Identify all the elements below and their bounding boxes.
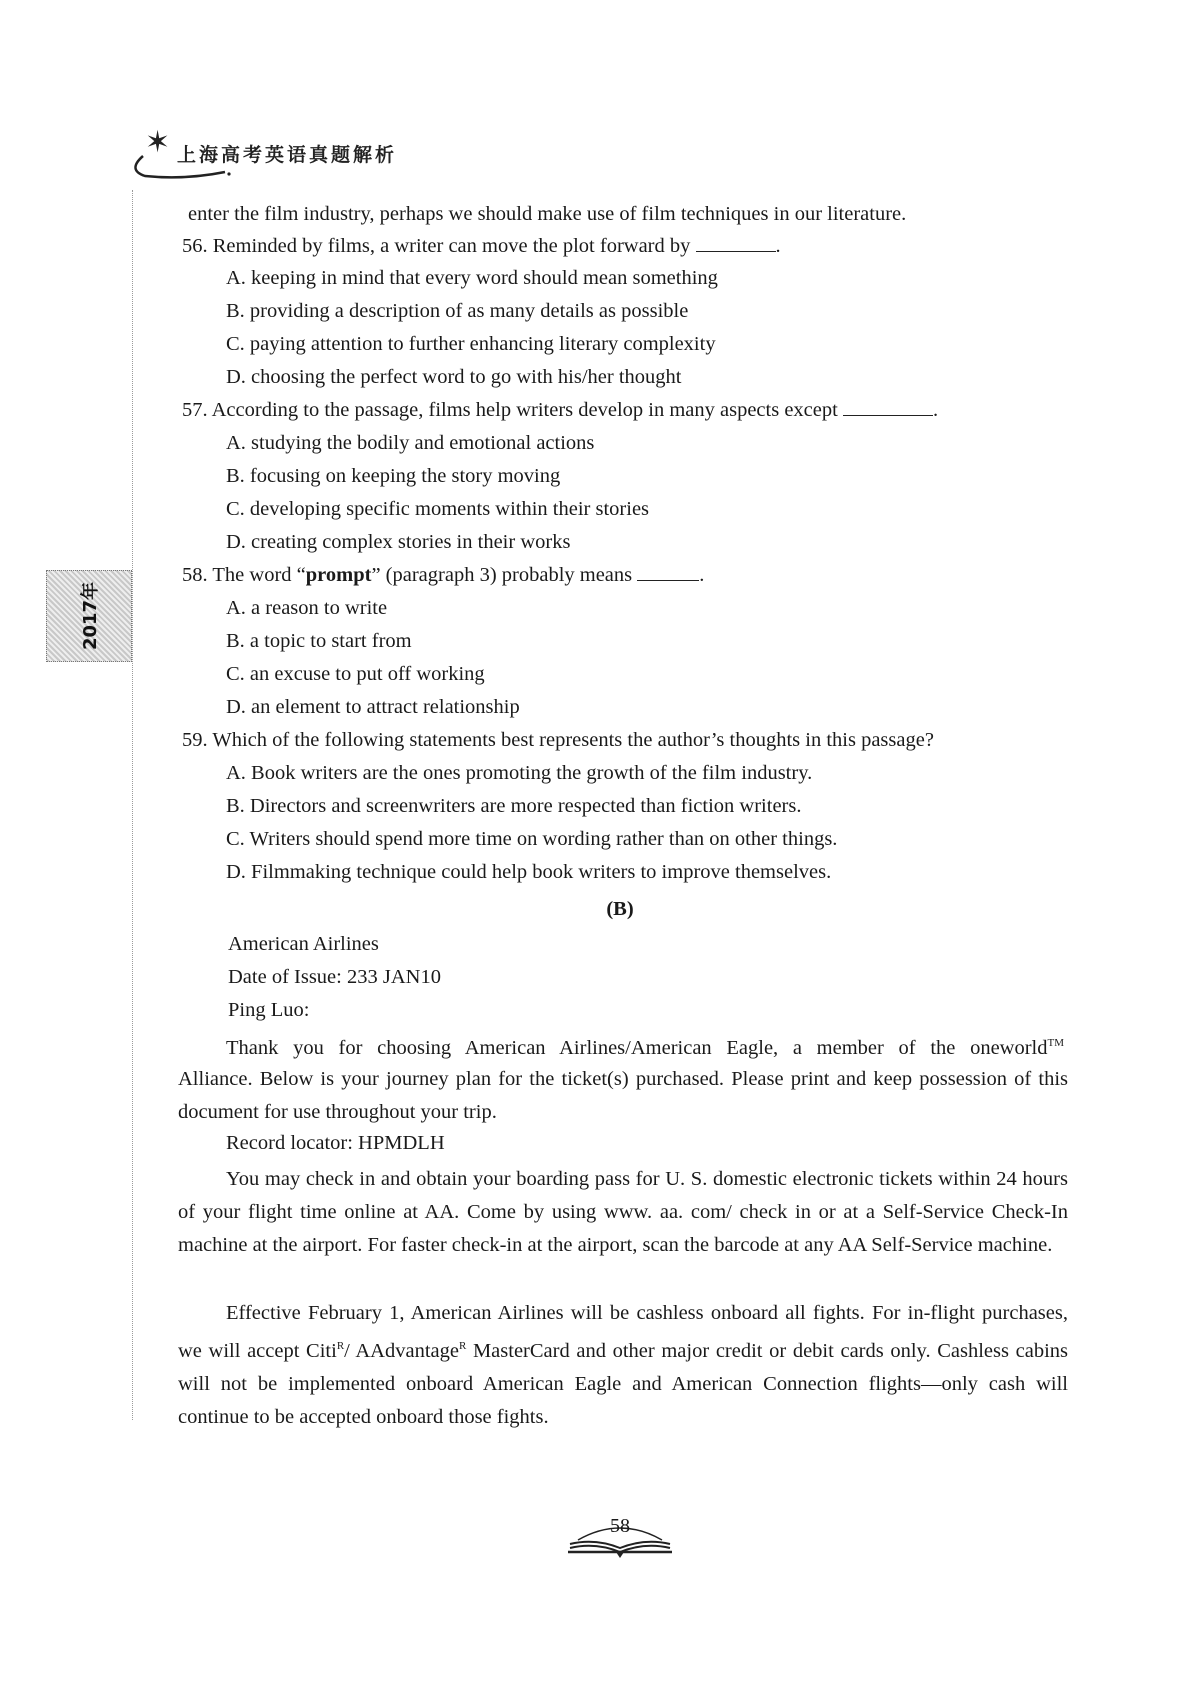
option-58-a: A. a reason to write bbox=[226, 597, 388, 619]
paragraph-1-rest: Alliance. Below is your journey plan for the ticket(s) purchased. Please print and keep possession of this document for use throughout your trip. bbox=[178, 1068, 1068, 1123]
question-stem-post: ” (paragraph 3) probably means bbox=[371, 564, 633, 586]
question-56: 56. Reminded by films, a writer can move the plot forward by . bbox=[182, 235, 781, 257]
option-56-a: A. keeping in mind that every word should mean something bbox=[226, 267, 718, 289]
question-58: 58. The word “prompt” (paragraph 3) probably means . bbox=[182, 564, 705, 586]
question-57: 57. According to the passage, films help writers develop in many aspects except . bbox=[182, 399, 939, 421]
option-56-b: B. providing a description of as many details as possible bbox=[226, 300, 689, 322]
option-58-c: C. an excuse to put off working bbox=[226, 663, 485, 685]
year-label: 2017年 bbox=[80, 581, 101, 651]
letter-salutation: Ping Luo: bbox=[228, 999, 310, 1021]
question-stem-pre: The word “ bbox=[212, 564, 306, 586]
paragraph-2: You may check in and obtain your boarding pass for U. S. domestic electronic tickets within 24 hours of your flight time online at AA. Come by using www. aa. com/ check in or at a Self-Service Check-In machine at the airport. For faster check-in at the airport, scan the barcode at any AA Self-Service machine. bbox=[178, 1168, 1068, 1256]
question-stem: Which of the following statements best represents the author’s thoughts in this passage? bbox=[212, 729, 934, 751]
option-59-a: A. Book writers are the ones promoting the growth of the film industry. bbox=[226, 762, 813, 784]
series-header bbox=[125, 128, 445, 188]
option-57-c: C. developing specific moments within their stories bbox=[226, 498, 650, 520]
option-57-d: D. creating complex stories in their works bbox=[226, 531, 571, 553]
option-58-d: D. an element to attract relationship bbox=[226, 696, 520, 718]
option-57-a: A. studying the bodily and emotional actions bbox=[226, 432, 595, 454]
question-number: 58. bbox=[182, 564, 208, 586]
option-57-b: B. focusing on keeping the story moving bbox=[226, 465, 561, 487]
answer-blank bbox=[843, 397, 933, 416]
letter-header-date: Date of Issue: 233 JAN10 bbox=[228, 966, 441, 988]
series-title: 上海高考英语真题解析 bbox=[177, 144, 398, 166]
option-58-b: B. a topic to start from bbox=[226, 630, 412, 652]
intro-line: enter the film industry, perhaps we should make use of film techniques in our literature. bbox=[188, 203, 907, 225]
section-b-heading: (B) bbox=[606, 898, 634, 920]
answer-blank bbox=[696, 233, 776, 252]
answer-blank bbox=[637, 562, 699, 581]
page-number-badge bbox=[560, 1512, 680, 1562]
option-59-c: C. Writers should spend more time on wording rather than on other things. bbox=[226, 828, 838, 850]
page-number: 58 bbox=[610, 1515, 630, 1537]
trademark-sup: TM bbox=[1047, 1037, 1064, 1049]
option-56-c: C. paying attention to further enhancing literary complexity bbox=[226, 333, 716, 355]
question-number: 57. bbox=[182, 399, 208, 421]
swoosh-decoration-icon bbox=[125, 148, 255, 188]
paragraph-1-line-1: Thank you for choosing American Airlines/American Eagle, a member of the oneworld™ bbox=[226, 1036, 1064, 1059]
year-side-tab bbox=[46, 570, 132, 662]
option-59-b: B. Directors and screenwriters are more respected than fiction writers. bbox=[226, 795, 802, 817]
option-56-d: D. choosing the perfect word to go with his/her thought bbox=[226, 366, 682, 388]
keyword-prompt: prompt bbox=[305, 564, 372, 586]
question-59 bbox=[182, 727, 934, 753]
option-59-d: D. Filmmaking technique could help book writers to improve themselves. bbox=[226, 861, 832, 883]
question-number: 56. bbox=[182, 235, 208, 257]
letter-header-airline: American Airlines bbox=[228, 933, 379, 955]
record-locator: Record locator: HPMDLH bbox=[226, 1132, 445, 1154]
question-stem: According to the passage, films help writers develop in many aspects except bbox=[211, 399, 838, 421]
paragraph-3: Effective February 1, American Airlines will be cashless onboard all fights. For in-flight purchases, we will accept Citi$^R$/ AAdvantage$^R$ MasterCard and other major credit or debit cards only. Cashless cabins will not be implemented onboard American Eagle and American Connection flights—only cash will continue to be accepted onboard those fights. bbox=[178, 1302, 1068, 1428]
margin-rule bbox=[132, 190, 133, 1420]
question-stem: Reminded by films, a writer can move the plot forward by bbox=[212, 235, 691, 257]
star-logo-icon: ✶ bbox=[145, 126, 171, 159]
question-number: 59. bbox=[182, 729, 208, 751]
